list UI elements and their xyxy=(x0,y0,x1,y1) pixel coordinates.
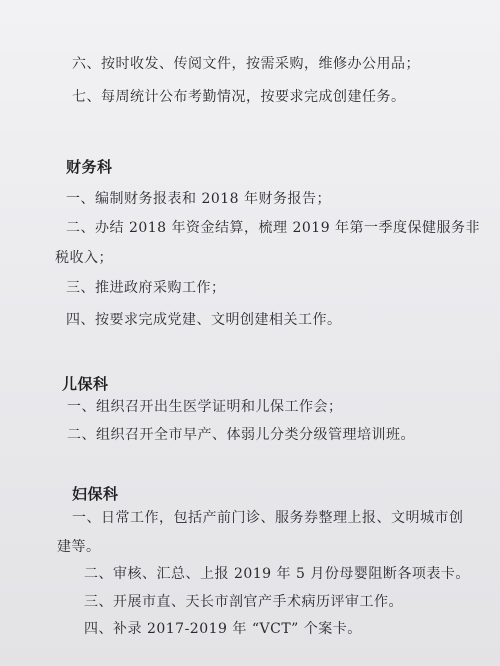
finance-section-title: 财务科 xyxy=(66,158,113,176)
child-item-1: 一、组织召开出生医学证明和儿保工作会； xyxy=(67,399,343,415)
admin-item-7: 七、每周统计公布考勤情况，按要求完成创建任务。 xyxy=(72,89,406,105)
finance-item-3: 三、推进政府采购工作； xyxy=(66,280,226,296)
finance-item-4: 四、按要求完成党建、文明创建相关工作。 xyxy=(66,312,342,328)
women-item-3: 三、开展市直、天长市剖官产手术病历评审工作。 xyxy=(84,594,403,610)
women-section-title: 妇保科 xyxy=(72,485,119,503)
women-item-2: 二、审核、汇总、上报 2019 年 5 月份母婴阻断各项表卡。 xyxy=(84,566,470,582)
women-item-1-cont: 建等。 xyxy=(57,539,101,555)
women-item-4: 四、补录 2017-2019 年 “VCT” 个案卡。 xyxy=(84,621,362,637)
child-item-2: 二、组织召开全市早产、体弱儿分类分级管理培训班。 xyxy=(67,427,415,443)
finance-item-1: 一、编制财务报表和 2018 年财务报告； xyxy=(66,191,332,207)
finance-item-2-cont: 税收入； xyxy=(55,250,113,266)
child-section-title: 儿保科 xyxy=(62,375,109,393)
finance-item-2: 二、办结 2018 年资金结算，梳理 2019 年第一季度保健服务非 xyxy=(66,220,481,236)
admin-item-6: 六、按时收发、传阅文件，按需采购，维修办公用品； xyxy=(72,56,420,72)
women-item-1: 一、日常工作，包括产前门诊、服务券整理上报、文明城市创 xyxy=(72,510,464,526)
